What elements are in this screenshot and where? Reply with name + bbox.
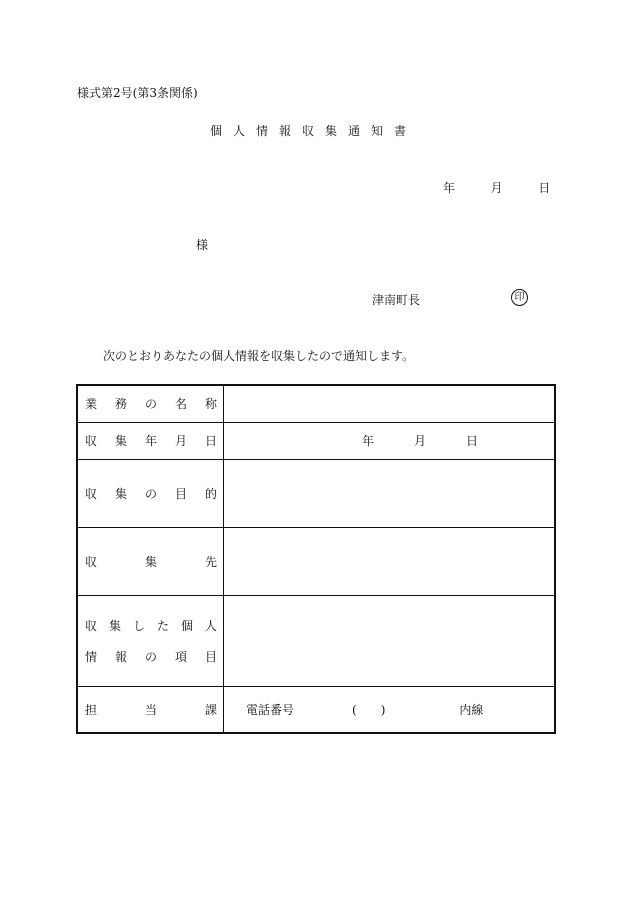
label-info-items-line2: 情 報 の 項 目 (85, 649, 217, 664)
table-row-purpose (77, 459, 555, 527)
document-title: 個人情報収集通知書 (210, 124, 418, 138)
table-row-business-name (77, 385, 555, 422)
addressee-suffix: 様 (196, 238, 209, 252)
table-row-source (77, 527, 555, 595)
table-row-info-items (77, 595, 555, 686)
label-purpose-text: 収 集 の 目 的 (85, 486, 217, 501)
intro-text: 次のとおりあなたの個人情報を収集したので通知します。 (103, 349, 415, 363)
value-department[interactable] (224, 686, 556, 733)
table-row-department (77, 686, 555, 733)
issue-date-year: 年 (443, 181, 456, 195)
label-department-text: 担 当 課 (85, 702, 217, 717)
label-purpose (77, 459, 224, 527)
label-info-items-line1: 収 集 し た 個 人 (85, 618, 217, 633)
table-row-collection-date (77, 422, 555, 459)
label-business-name (77, 385, 224, 422)
label-collection-date-text: 収 集 年 月 日 (85, 434, 217, 448)
phone-label: 電話番号 (246, 702, 295, 717)
issuer-name: 津南町長 (372, 293, 421, 307)
collection-date-year: 年 (362, 434, 375, 448)
form-number: 様式第2号(第3条関係) (77, 86, 198, 100)
label-department (77, 686, 224, 733)
phone-area-parens: ( ) (352, 702, 386, 717)
notification-table (76, 384, 556, 734)
issue-date-line (443, 179, 550, 196)
value-business-name[interactable] (224, 385, 556, 422)
issue-date-month: 月 (490, 181, 503, 195)
seal-mark: 印 (511, 289, 528, 306)
label-source-text: 収 集 先 (85, 554, 217, 569)
collection-date-day: 日 (466, 434, 479, 448)
issue-date-day: 日 (538, 181, 551, 195)
value-source[interactable] (224, 527, 556, 595)
collection-date-month: 月 (414, 434, 427, 448)
extension-label: 内線 (459, 702, 484, 717)
label-collection-date (77, 422, 224, 459)
label-source (77, 527, 224, 595)
label-business-name-text: 業 務 の 名 称 (85, 397, 217, 412)
label-info-items (77, 595, 224, 686)
value-purpose[interactable] (224, 459, 556, 527)
value-info-items[interactable] (224, 595, 556, 686)
value-collection-date[interactable] (224, 422, 556, 459)
